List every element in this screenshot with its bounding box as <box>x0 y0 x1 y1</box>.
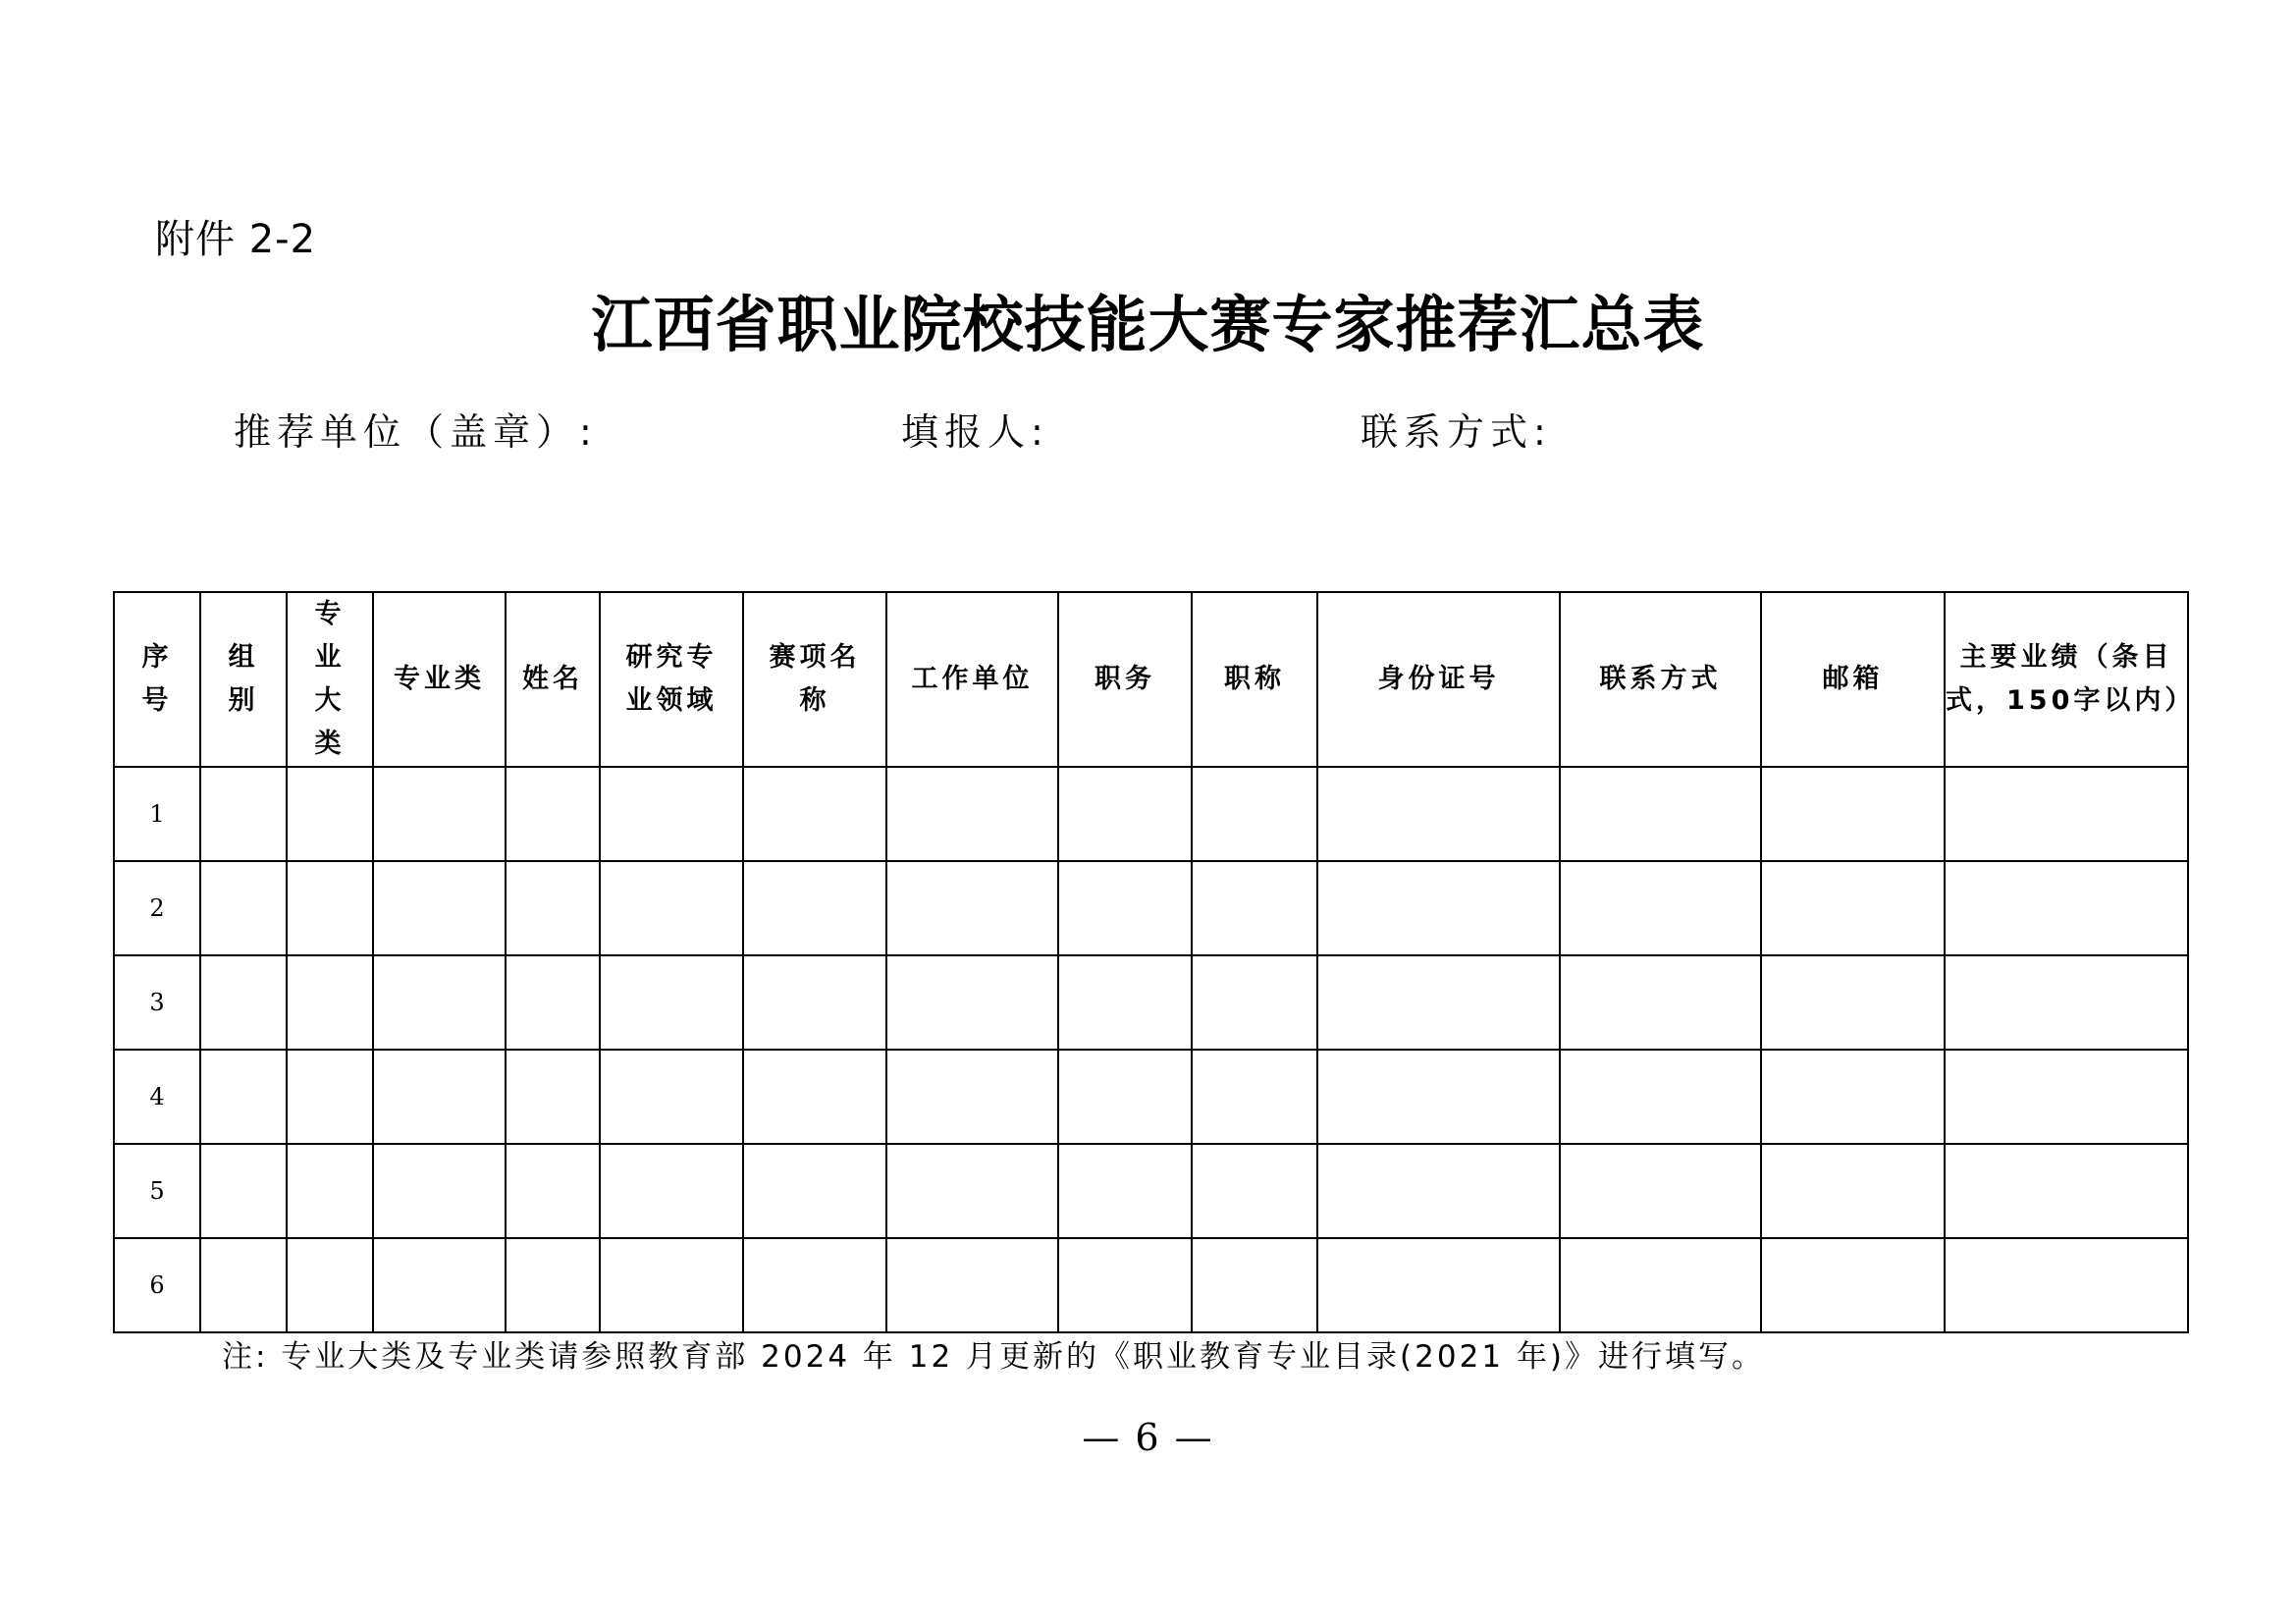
table-cell[interactable] <box>886 1238 1058 1332</box>
table-cell[interactable] <box>1945 1144 2188 1238</box>
table-cell[interactable] <box>1560 1238 1761 1332</box>
header-major-class: 专业类 <box>373 592 506 767</box>
filler-label: 填报人: <box>901 410 1049 454</box>
table-cell[interactable] <box>1560 767 1761 861</box>
table-cell[interactable] <box>1761 767 1945 861</box>
table-cell[interactable] <box>200 767 287 861</box>
table-cell[interactable] <box>287 767 373 861</box>
table-cell[interactable] <box>200 1238 287 1332</box>
table-cell[interactable] <box>886 955 1058 1050</box>
table-cell[interactable] <box>1192 767 1317 861</box>
table-cell[interactable] <box>506 767 600 861</box>
table-row <box>114 1238 2188 1332</box>
table-cell[interactable] <box>200 1144 287 1238</box>
table-row <box>114 1144 2188 1238</box>
contact-label: 联系方式: <box>1361 410 1552 454</box>
header-competition-item: 赛项名 称 <box>743 592 886 767</box>
row-number-cell: 2 <box>114 861 200 955</box>
table-row <box>114 1050 2188 1144</box>
table-cell[interactable] <box>1945 955 2188 1050</box>
table-cell[interactable] <box>743 955 886 1050</box>
header-serial-number: 序 号 <box>114 592 200 767</box>
table-cell[interactable] <box>1761 1144 1945 1238</box>
table-cell[interactable] <box>1058 767 1192 861</box>
page-number: — 6 — <box>1082 1416 1214 1459</box>
table-cell[interactable] <box>287 955 373 1050</box>
table-cell[interactable] <box>743 861 886 955</box>
table-cell[interactable] <box>1560 1144 1761 1238</box>
table-cell[interactable] <box>1192 955 1317 1050</box>
table-cell[interactable] <box>1317 1238 1560 1332</box>
table-cell[interactable] <box>200 1050 287 1144</box>
table-cell[interactable] <box>1761 1050 1945 1144</box>
header-id-number: 身份证号 <box>1317 592 1560 767</box>
table-cell[interactable] <box>373 1050 506 1144</box>
header-research-field: 研究专 业领域 <box>600 592 743 767</box>
table-cell[interactable] <box>1058 955 1192 1050</box>
table-row <box>114 955 2188 1050</box>
table-cell[interactable] <box>1317 955 1560 1050</box>
row-number-cell: 4 <box>114 1050 200 1144</box>
table-cell[interactable] <box>1945 861 2188 955</box>
table-cell[interactable] <box>506 1050 600 1144</box>
table-cell[interactable] <box>1317 1050 1560 1144</box>
table-cell[interactable] <box>287 1050 373 1144</box>
table-cell[interactable] <box>743 1238 886 1332</box>
row-number-cell: 6 <box>114 1238 200 1332</box>
header-name: 姓名 <box>506 592 600 767</box>
footnote: 注: 专业大类及专业类请参照教育部 2024 年 12 月更新的《职业教育专业目录(2021 年)》进行填写。 <box>222 1339 1765 1375</box>
table-cell[interactable] <box>600 1144 743 1238</box>
table-cell[interactable] <box>1192 1238 1317 1332</box>
table-cell[interactable] <box>1560 861 1761 955</box>
expert-recommendation-table <box>113 591 2196 1333</box>
table-cell[interactable] <box>886 861 1058 955</box>
table-cell[interactable] <box>287 1144 373 1238</box>
table-cell[interactable] <box>743 1144 886 1238</box>
table-cell[interactable] <box>506 861 600 955</box>
table-cell[interactable] <box>600 767 743 861</box>
row-number-cell: 5 <box>114 1144 200 1238</box>
table-cell[interactable] <box>200 955 287 1050</box>
recommending-unit-label: 推荐单位（盖章）: <box>234 410 598 454</box>
table-cell[interactable] <box>1945 1050 2188 1144</box>
table-row <box>114 767 2188 861</box>
table-cell[interactable] <box>1945 767 2188 861</box>
table-cell[interactable] <box>373 1238 506 1332</box>
table-cell[interactable] <box>1192 1050 1317 1144</box>
header-group: 组 别 <box>200 592 287 767</box>
table-cell[interactable] <box>600 1050 743 1144</box>
row-number-cell: 1 <box>114 767 200 861</box>
table-cell[interactable] <box>1317 1144 1560 1238</box>
header-email: 邮箱 <box>1761 592 1945 767</box>
table-cell[interactable] <box>743 767 886 861</box>
document-title: 江西省职业院校技能大赛专家推荐汇总表 <box>591 289 1705 360</box>
table-body <box>114 767 2188 1332</box>
table-cell[interactable] <box>1192 861 1317 955</box>
table-cell[interactable] <box>506 1238 600 1332</box>
table-cell[interactable] <box>373 767 506 861</box>
header-achievements: 主要业绩（条目 式，150字以内） <box>1945 592 2188 767</box>
table-row <box>114 861 2188 955</box>
table-cell[interactable] <box>1317 767 1560 861</box>
table-cell[interactable] <box>1058 1238 1192 1332</box>
table-cell[interactable] <box>600 955 743 1050</box>
table-cell[interactable] <box>1761 1238 1945 1332</box>
table-cell[interactable] <box>287 1238 373 1332</box>
table-cell[interactable] <box>1058 1144 1192 1238</box>
table-cell[interactable] <box>1761 955 1945 1050</box>
header-position: 职务 <box>1058 592 1192 767</box>
table-cell[interactable] <box>287 861 373 955</box>
table-cell[interactable] <box>506 955 600 1050</box>
table-cell[interactable] <box>1761 861 1945 955</box>
table-cell[interactable] <box>1560 955 1761 1050</box>
header-contact: 联系方式 <box>1560 592 1761 767</box>
table-cell[interactable] <box>886 1050 1058 1144</box>
table-cell[interactable] <box>373 861 506 955</box>
table-cell[interactable] <box>1192 1144 1317 1238</box>
table-cell[interactable] <box>600 1238 743 1332</box>
header-title: 职称 <box>1192 592 1317 767</box>
table-cell[interactable] <box>373 1144 506 1238</box>
attachment-label: 附件 2-2 <box>155 217 317 262</box>
table-cell[interactable] <box>1560 1050 1761 1144</box>
table-cell[interactable] <box>886 767 1058 861</box>
table-cell[interactable] <box>1058 1050 1192 1144</box>
table-cell[interactable] <box>600 861 743 955</box>
table-cell[interactable] <box>743 1050 886 1144</box>
table-cell[interactable] <box>1945 1238 2188 1332</box>
table-cell[interactable] <box>1317 861 1560 955</box>
table-cell[interactable] <box>373 955 506 1050</box>
header-major-category: 专 业 大 类 <box>287 592 373 767</box>
row-number-cell: 3 <box>114 955 200 1050</box>
table-header-row <box>114 592 2188 767</box>
header-work-unit: 工作单位 <box>886 592 1058 767</box>
table-cell[interactable] <box>1058 861 1192 955</box>
table-cell[interactable] <box>506 1144 600 1238</box>
table-cell[interactable] <box>886 1144 1058 1238</box>
table-cell[interactable] <box>200 861 287 955</box>
